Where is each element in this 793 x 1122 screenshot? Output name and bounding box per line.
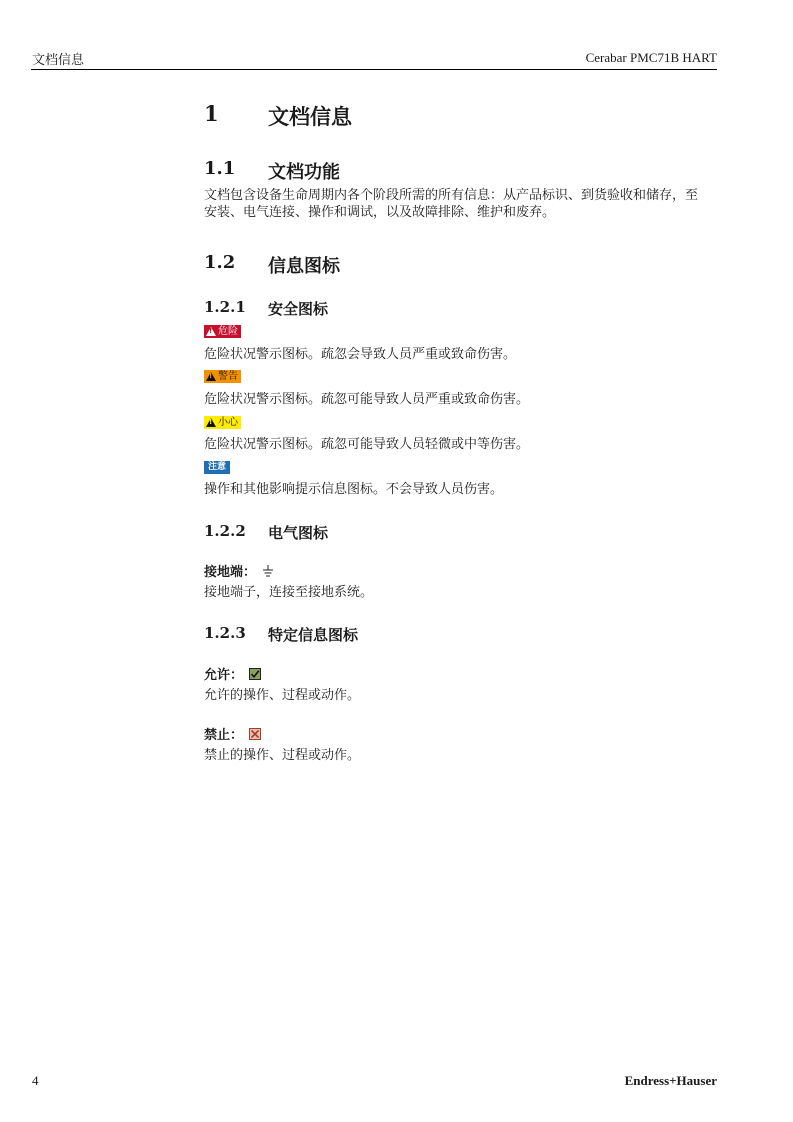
forbidden-symbol-label [204,724,261,743]
warning-badge-label: 警告 [218,371,238,382]
page-number: 4 [32,1073,39,1088]
warning-triangle-icon [206,372,216,381]
paragraph-line: 安装、电气连接、操作和调试，以及故障排除、维护和废弃。 [204,205,556,220]
ground-icon [262,565,274,577]
heading-title: 文档功能 [268,162,340,183]
heading-number: 1.2.2 [204,522,246,540]
notice-description: 操作和其他影响提示信息图标。不会导致人员伤害。 [204,482,504,497]
heading-title: 文档信息 [268,104,352,129]
heading-title: 特定信息图标 [268,626,359,644]
forbidden-description: 禁止的操作、过程或动作。 [204,748,361,763]
heading-number: 1.1 [204,158,236,179]
caution-badge [204,416,241,429]
caution-description: 危险状况警示图标。疏忽可能导致人员轻微或中等伤害。 [204,437,530,452]
header-rule [31,69,717,70]
danger-description: 危险状况警示图标。疏忽会导致人员严重或致命伤害。 [204,347,517,362]
notice-badge-label: 注意 [208,462,227,472]
warning-triangle-icon [206,327,216,336]
brand-logo-text: Endress+Hauser [624,1073,717,1088]
heading-title: 信息图标 [268,256,340,277]
checkbox-cross-icon [249,728,261,740]
permitted-symbol-label [204,664,261,683]
running-header-section: 文档信息 [32,53,85,68]
warning-badge [204,370,241,383]
notice-badge [204,461,230,474]
heading-number: 1 [204,101,219,126]
heading-number: 1.2 [204,252,236,273]
danger-badge-label: 危险 [218,326,238,337]
danger-badge [204,325,241,338]
ground-label-text: 接地端： [204,565,257,580]
caution-badge-label: 小心 [218,417,238,428]
heading-number: 1.2.3 [204,624,246,642]
running-header-product: Cerabar PMC71B HART [585,50,717,65]
ground-description: 接地端子，连接至接地系统。 [204,585,374,600]
ground-symbol-label [204,561,274,580]
permitted-label-text: 允许： [204,668,244,683]
checkbox-check-icon [249,668,261,680]
heading-title: 电气图标 [268,524,329,542]
heading-title: 安全图标 [268,300,329,318]
warning-description: 危险状况警示图标。疏忽可能导致人员严重或致命伤害。 [204,392,530,407]
permitted-description: 允许的操作、过程或动作。 [204,688,361,703]
warning-triangle-icon [206,418,216,427]
forbidden-label-text: 禁止： [204,728,244,743]
paragraph-line: 文档包含设备生命周期内各个阶段所需的所有信息：从产品标识、到货验收和储存，至 [204,188,699,203]
heading-number: 1.2.1 [204,298,246,316]
